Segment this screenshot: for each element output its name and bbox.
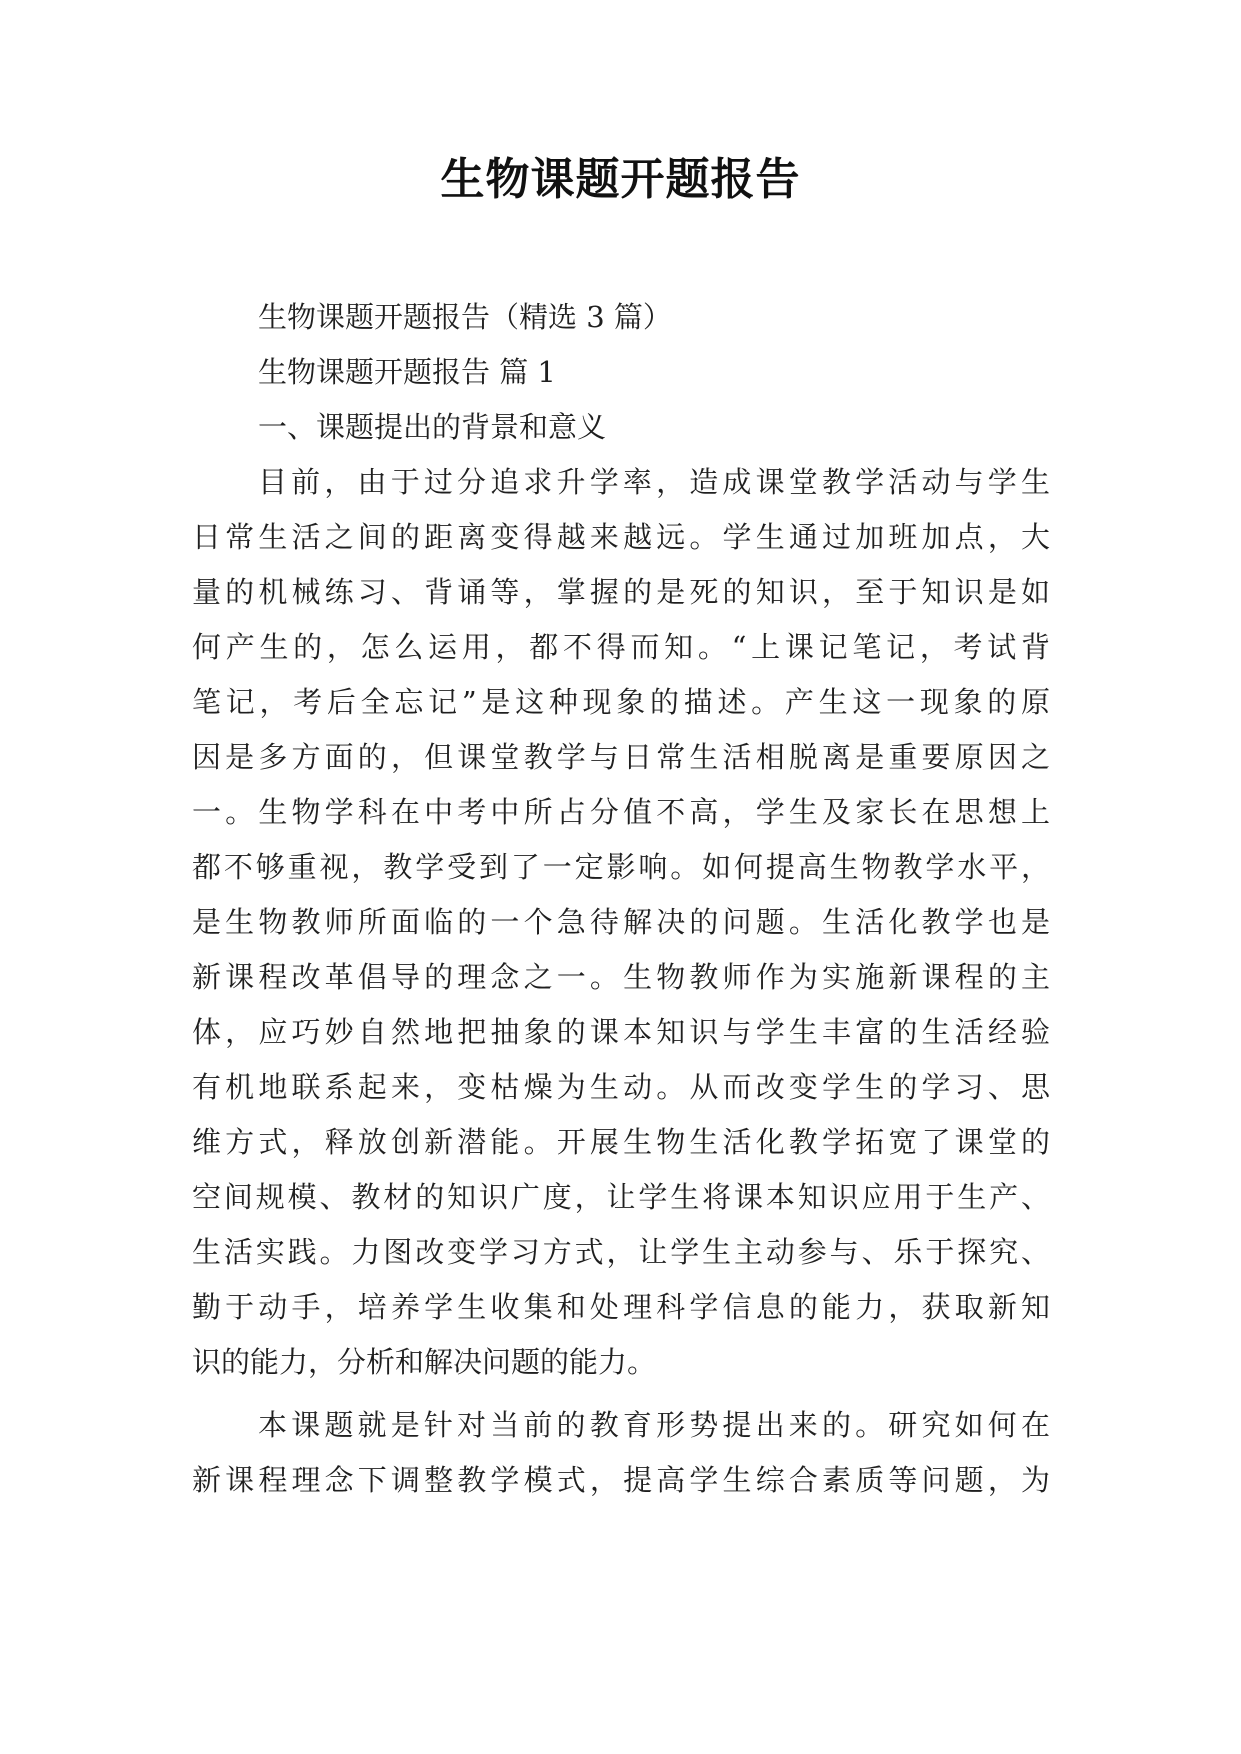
paragraph-line: 日常生活之间的距离变得越来越远。学生通过加班加点，大	[192, 520, 1050, 554]
paragraph-line: 目前，由于过分追求升学率，造成课堂教学活动与学生	[258, 465, 1050, 499]
section-heading: 生物课题开题报告 篇 1	[258, 355, 556, 389]
paragraph-line: 是生物教师所面临的一个急待解决的问题。生活化教学也是	[192, 905, 1050, 939]
paragraph-line: 本课题就是针对当前的教育形势提出来的。研究如何在	[258, 1408, 1050, 1442]
paragraph-line: 维方式，释放创新潜能。开展生物生活化教学拓宽了课堂的	[192, 1125, 1050, 1159]
paragraph-line: 量的机械练习、背诵等，掌握的是死的知识，至于知识是如	[192, 575, 1050, 609]
subtitle-line: 生物课题开题报告（精选 3 篇）	[258, 300, 672, 334]
paragraph-line: 新课程改革倡导的理念之一。生物教师作为实施新课程的主	[192, 960, 1050, 994]
document-body	[192, 290, 1050, 1508]
page-title: 生物课题开题报告	[440, 154, 801, 205]
paragraph-line: 空间规模、教材的知识广度，让学生将课本知识应用于生产、	[192, 1180, 1050, 1214]
paragraph-line: 何产生的，怎么运用，都不得而知。“上课记笔记，考试背	[192, 630, 1050, 664]
paragraph-1	[192, 455, 1050, 1390]
part-heading: 一、课题提出的背景和意义	[258, 410, 607, 444]
paragraph-line: 一。生物学科在中考中所占分值不高，学生及家长在思想上	[192, 795, 1050, 829]
paragraph-line: 新课程理念下调整教学模式，提高学生综合素质等问题，为	[192, 1463, 1050, 1497]
paragraph-line: 笔记，考后全忘记”是这种现象的描述。产生这一现象的原	[192, 685, 1050, 719]
paragraph-2	[192, 1398, 1050, 1508]
paragraph-line: 有机地联系起来，变枯燥为生动。从而改变学生的学习、思	[192, 1070, 1050, 1104]
paragraph-line: 生活实践。力图改变学习方式，让学生主动参与、乐于探究、	[192, 1235, 1050, 1269]
paragraph-line: 勤于动手，培养学生收集和处理科学信息的能力，获取新知	[192, 1290, 1050, 1324]
paragraph-line: 识的能力，分析和解决问题的能力。	[192, 1345, 657, 1379]
paragraph-line: 体，应巧妙自然地把抽象的课本知识与学生丰富的生活经验	[192, 1015, 1050, 1049]
paragraph-line: 都不够重视，教学受到了一定影响。如何提高生物教学水平，	[192, 850, 1050, 884]
paragraph-line: 因是多方面的，但课堂教学与日常生活相脱离是重要原因之	[192, 740, 1050, 774]
